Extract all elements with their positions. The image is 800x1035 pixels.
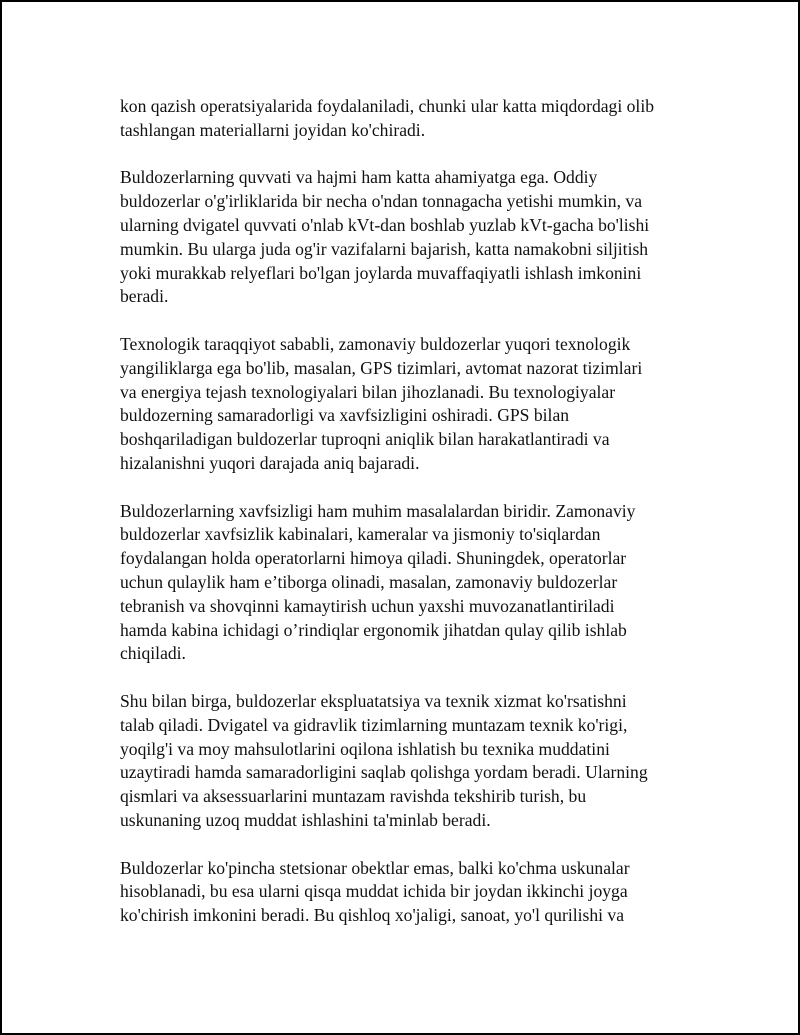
paragraph-mining-usage: kon qazish operatsiyalarida foydalaniladi, chunki ular katta miqdordagi olib tashlangan materiallarni joyidan ko'chiradi. [120, 96, 655, 140]
paragraph-maintenance: Shu bilan birga, buldozerlar ekspluatatsiya va texnik xizmat ko'rsatishni talab qiladi. Dvigatel va gidravlik tizimlarning muntazam texnik ko'rigi, yoqilg'i va moy mahsulotlarini oqilona ishlatish bu texnika muddatini uzaytiradi hamda samaradorligini saqlab qolishga yordam beradi. Ularning qismlari va aksessuarlarini muntazam ravishda tekshirib turish, bu uskunaning uzoq muddat ishlashini ta'minlab beradi. [120, 690, 648, 830]
paragraph-safety: Buldozerlarning xavfsizligi ham muhim masalalardan biridir. Zamonaviy buldozerlar xavfsizlik kabinalari, kameralar va jismoniy to'siqlardan foydalangan holda operatorlarni himoya qiladi. Shuningdek, operatorlar uchun qulaylik ham e’tiborga olinadi, masalan, zamonaviy buldozerlar tebranish va shovqinni kamaytirish uchun yaxshi muvozanatlantiriladi hamda kabina ichidagi o’rindiqlar ergonomik jihatdan qulay qilib ishlab chiqiladi. [120, 500, 636, 664]
paragraph-technology: Texnologik taraqqiyot sababli, zamonaviy buldozerlar yuqori texnologik yangiliklarga ega bo'lib, masalan, GPS tizimlari, avtomat nazorat tizimlari va energiya tejash texnologiyalari bilan jihozlanadi. Bu texnologiyalar buldozerning samaradorligi va xavfsizligini oshiradi. GPS bilan boshqariladigan buldozerlar tuproqni aniqlik bilan harakatlantiradi va hizalanishni yuqori darajada aniq bajaradi. [120, 333, 643, 473]
document-body [120, 95, 680, 952]
paragraph-mobility: Buldozerlar ko'pincha stetsionar obektlar emas, balki ko'chma uskunalar hisoblanadi, bu esa ularni qisqa muddat ichida bir joydan ikkinchi joyga ko'chirish imkonini beradi. Bu qishloq xo'jaligi, sanoat, yo'l qurilishi va [120, 857, 630, 926]
paragraph-power-and-size: Buldozerlarning quvvati va hajmi ham katta ahamiyatga ega. Oddiy buldozerlar o'g'irliklarida bir necha o'ndan tonnagacha yetishi mumkin, va ularning dvigatel quvvati o'nlab kVt-dan boshlab yuzlab kVt-gacha bo'lishi mumkin. Bu ularga juda og'ir vazifalarni bajarish, katta namakobni siljitish yoki murakkab relyeflari bo'lgan joylarda muvaffaqiyatli ishlash imkonini beradi. [120, 167, 650, 307]
